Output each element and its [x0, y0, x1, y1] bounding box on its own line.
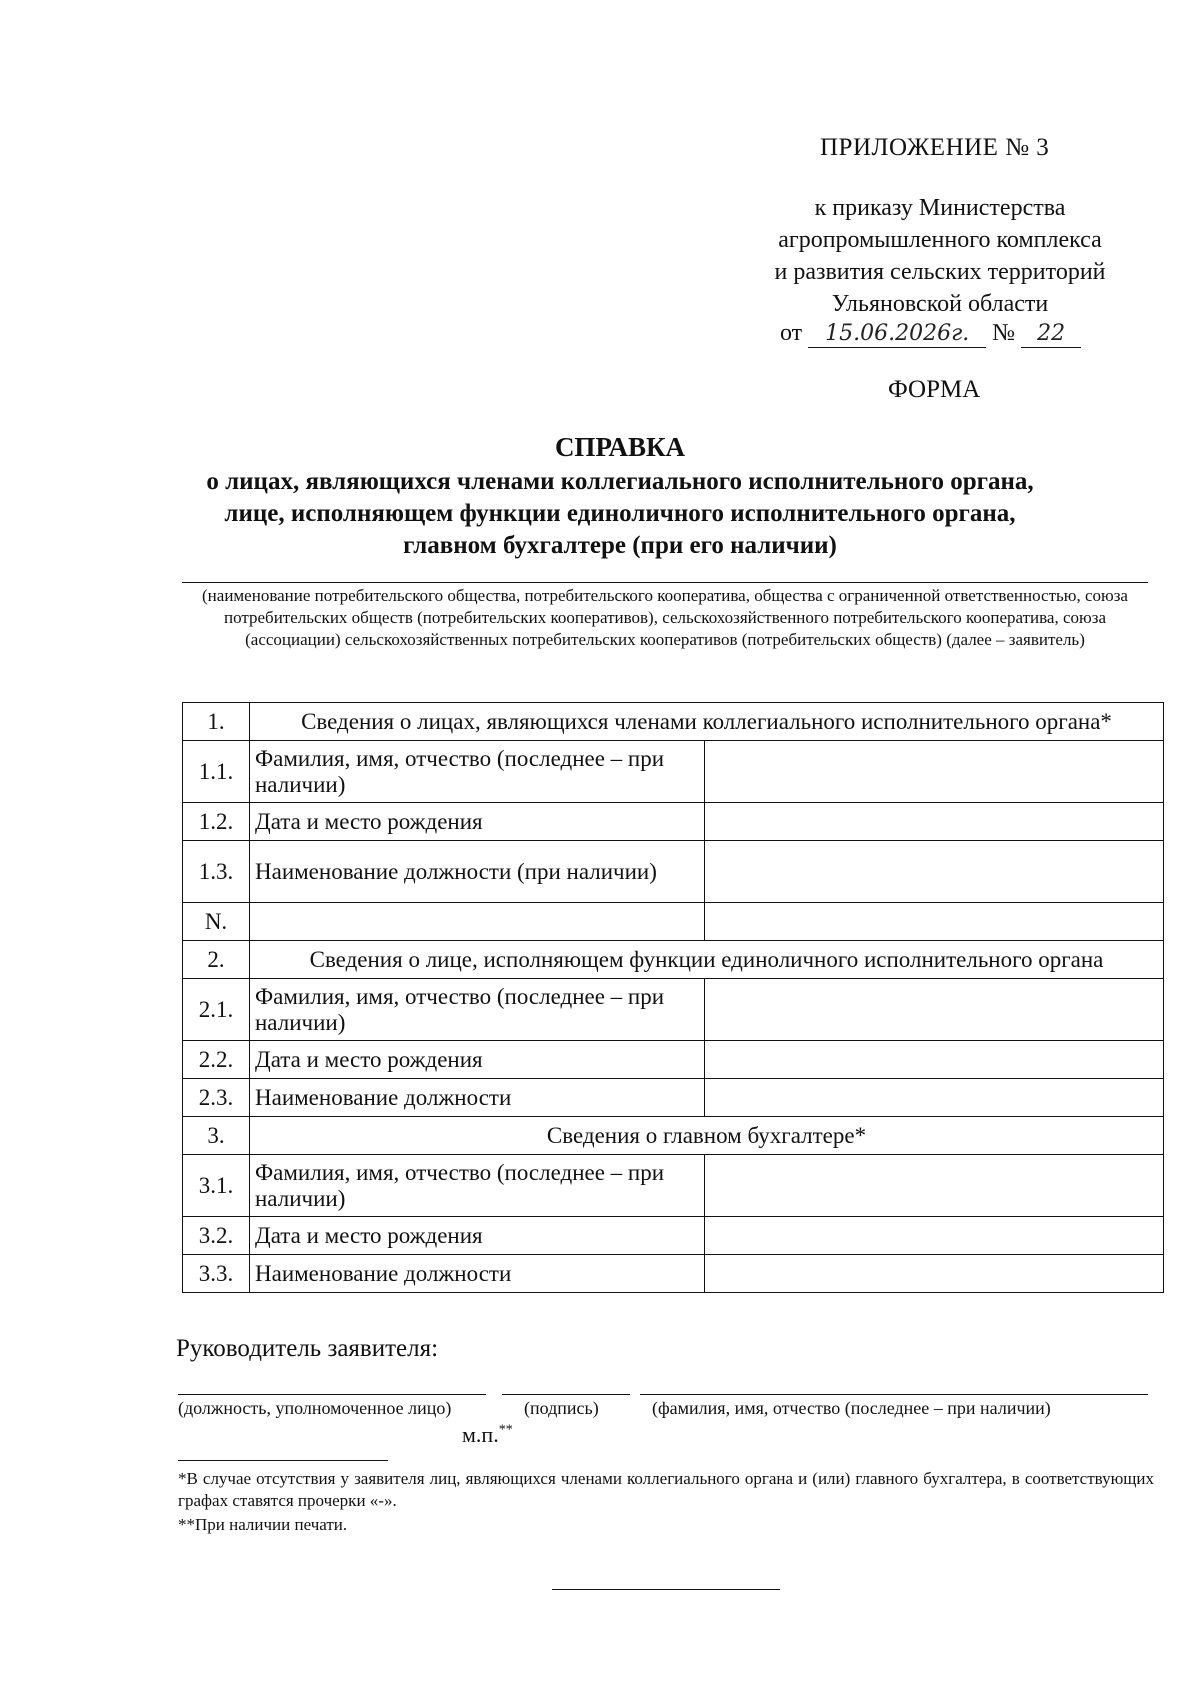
value-cell[interactable] — [705, 979, 1164, 1041]
full-name-signature-line[interactable] — [640, 1394, 1148, 1395]
table-row — [183, 1079, 1164, 1117]
footnote-1: *В случае отсутствия у заявителя лиц, являющихся членами коллегиального органа и (или) главного бухгалтера, в соответствующих графах ставятся прочерки «-». — [178, 1469, 1154, 1510]
section-row — [183, 941, 1164, 979]
row-number: 3.1. — [183, 1155, 250, 1217]
closing-line — [552, 1589, 780, 1590]
section-heading: Сведения о лицах, являющихся членами коллегиального исполнительного органа* — [250, 703, 1164, 741]
position-signature-line[interactable] — [178, 1394, 486, 1395]
row-number: 2.3. — [183, 1079, 250, 1117]
row-number: 1. — [183, 703, 250, 741]
document-title: СПРАВКА — [554, 432, 686, 462]
row-number: 1.2. — [183, 803, 250, 841]
row-label: Фамилия, имя, отчество (последнее – при наличии) — [250, 1155, 705, 1217]
info-table — [182, 702, 1164, 1293]
row-label: Дата и место рождения — [250, 803, 705, 841]
row-label: Наименование должности — [250, 1079, 705, 1117]
row-number: 2.1. — [183, 979, 250, 1041]
row-label: Дата и место рождения — [250, 1041, 705, 1079]
order-line: агропромышленного комплекса — [778, 227, 1102, 253]
date-prefix: от — [780, 320, 803, 346]
section-row — [183, 703, 1164, 741]
position-caption: (должность, уполномоченное лицо) — [178, 1398, 452, 1418]
row-label: Наименование должности (при наличии) — [250, 841, 705, 903]
table-row — [183, 1255, 1164, 1293]
value-cell[interactable] — [705, 1155, 1164, 1217]
table-row — [183, 1041, 1164, 1079]
row-number: 3. — [183, 1117, 250, 1155]
row-number: 3.3. — [183, 1255, 250, 1293]
row-number: 1.1. — [183, 741, 250, 803]
section-row — [183, 1117, 1164, 1155]
form-label: ФОРМА — [888, 376, 981, 403]
table-row — [183, 1217, 1164, 1255]
order-reference — [740, 192, 1140, 320]
value-cell[interactable] — [705, 1255, 1164, 1293]
stamp-place — [462, 1422, 513, 1448]
value-cell[interactable] — [705, 1041, 1164, 1079]
applicant-caption: (наименование потребительского общества, потребительского кооператива, общества с ограниченной ответственностью, союза потребительских обществ (потребительских кооперативов), сельскохозяйственного потребительского кооператива, союза (ассоциации) сельскохозяйственных потребительских кооперативов (потребительских обществ) (далее – заявитель) — [202, 586, 1128, 649]
document-subtitle — [140, 466, 1100, 562]
value-cell[interactable] — [705, 803, 1164, 841]
footnote-separator — [178, 1460, 388, 1461]
row-label: Дата и место рождения — [250, 1217, 705, 1255]
table-row — [183, 979, 1164, 1041]
section-heading: Сведения о главном бухгалтере* — [250, 1117, 1164, 1155]
row-number: 2. — [183, 941, 250, 979]
appendix-title: ПРИЛОЖЕНИЕ № 3 — [820, 134, 1050, 161]
table-row — [183, 803, 1164, 841]
section-heading: Сведения о лице, исполняющем функции единоличного исполнительного органа — [250, 941, 1164, 979]
subtitle-line: о лицах, являющихся членами коллегиального исполнительного органа, — [206, 468, 1034, 495]
table-row — [183, 841, 1164, 903]
table-row — [183, 1155, 1164, 1217]
value-cell[interactable] — [705, 1079, 1164, 1117]
applicant-name-line[interactable] — [182, 582, 1148, 583]
stamp-label: м.п. — [462, 1422, 499, 1447]
order-date-handwritten: 15.06.2026г. — [808, 321, 986, 348]
value-cell[interactable] — [705, 1217, 1164, 1255]
row-label: Наименование должности — [250, 1255, 705, 1293]
full-name-caption: (фамилия, имя, отчество (последнее – при наличии) — [652, 1398, 1051, 1418]
head-of-applicant-label: Руководитель заявителя: — [176, 1335, 439, 1362]
value-cell[interactable] — [705, 903, 1164, 941]
row-number: 2.2. — [183, 1041, 250, 1079]
row-number: 3.2. — [183, 1217, 250, 1255]
subtitle-line: главном бухгалтере (при его наличии) — [403, 532, 837, 559]
order-date-line — [780, 320, 1081, 348]
subtitle-line: лице, исполняющем функции единоличного исполнительного органа, — [224, 500, 1016, 527]
signature-line[interactable] — [502, 1394, 630, 1395]
row-number: 1.3. — [183, 841, 250, 903]
order-line: и развития сельских территорий — [774, 259, 1106, 285]
order-line: к приказу Министерства — [814, 195, 1066, 221]
table-row — [183, 903, 1164, 941]
row-label: Фамилия, имя, отчество (последнее – при наличии) — [250, 979, 705, 1041]
signature-caption: (подпись) — [524, 1398, 599, 1418]
table-row — [183, 741, 1164, 803]
row-label — [250, 903, 705, 941]
row-label: Фамилия, имя, отчество (последнее – при наличии) — [250, 741, 705, 803]
row-number: N. — [183, 903, 250, 941]
number-prefix: № — [992, 320, 1016, 346]
value-cell[interactable] — [705, 841, 1164, 903]
value-cell[interactable] — [705, 741, 1164, 803]
footnote-2: **При наличии печати. — [178, 1515, 348, 1534]
order-number-handwritten: 22 — [1021, 321, 1081, 348]
order-line: Ульяновской области — [831, 291, 1049, 317]
stamp-footnote-mark: ** — [498, 1422, 513, 1438]
